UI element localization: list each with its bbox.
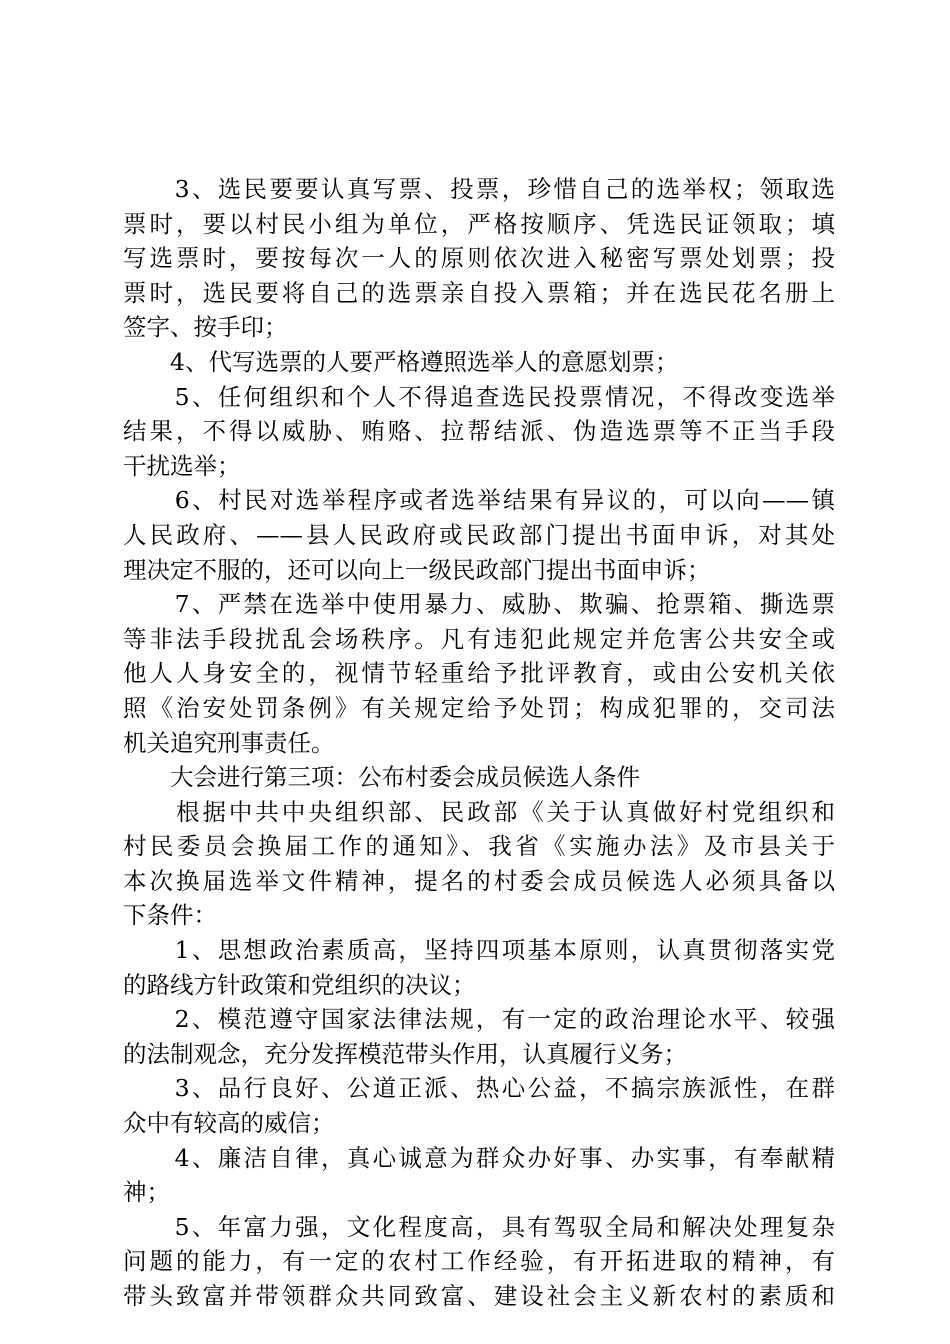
text-line: 人民政府、——县人民政府或民政部门提出书面申诉，对其处 xyxy=(123,520,835,549)
text-line: 带头致富并带领群众共同致富、建设社会主义新农村的素质和 xyxy=(123,1282,835,1310)
text-line: 5、年富力强，文化程度高，具有驾驭全局和解决处理复杂 xyxy=(123,1212,835,1241)
text-line: 4、代写选票的人要严格遵照选举人的意愿划票； xyxy=(123,347,679,376)
text-line: 6、村民对选举程序或者选举结果有异议的，可以向——镇 xyxy=(123,486,835,515)
text-line: 的路线方针政策和党组织的决议； xyxy=(123,970,476,999)
text-line: 理决定不服的，还可以向上一级民政部门提出书面申诉； xyxy=(123,555,711,584)
text-line: 2、模范遵守国家法律法规，有一定的政治理论水平、较强 xyxy=(123,1005,835,1034)
text-line: 问题的能力，有一定的农村工作经验，有开拓进取的精神，有 xyxy=(123,1247,835,1276)
text-line: 票时，要以村民小组为单位，严格按顺序、凭选民证领取；填 xyxy=(123,209,835,238)
text-line: 3、品行良好、公道正派、热心公益，不搞宗族派性，在群 xyxy=(123,1074,835,1103)
text-line: 3、选民要要认真写票、投票，珍惜自己的选举权；领取选 xyxy=(123,175,835,203)
text-line: 机关追究刑事责任。 xyxy=(123,728,335,757)
text-line: 本次换届选举文件精神，提名的村委会成员候选人必须具备以 xyxy=(123,866,835,895)
text-line: 写选票时，要按每次一人的原则依次进入秘密写票处划票；投 xyxy=(123,244,835,273)
text-line: 1、思想政治素质高，坚持四项基本原则，认真贯彻落实党 xyxy=(123,936,835,965)
text-line: 7、严禁在选举中使用暴力、威胁、欺骗、抢票箱、撕选票 xyxy=(123,590,835,619)
text-line: 5、任何组织和个人不得追查选民投票情况，不得改变选举 xyxy=(123,382,835,411)
text-line: 他人人身安全的，视情节轻重给予批评教育，或由公安机关依 xyxy=(123,659,835,688)
text-line: 的法制观念，充分发挥模范带头作用，认真履行义务； xyxy=(123,1039,687,1068)
text-line: 结果，不得以威胁、贿赂、拉帮结派、伪造选票等不正当手段 xyxy=(123,417,835,446)
text-line: 下条件： xyxy=(123,901,217,930)
text-line: 村民委员会换届工作的通知》、我省《实施办法》及市县关于 xyxy=(123,832,835,861)
text-line: 干扰选举； xyxy=(123,451,241,480)
text-line: 照《治安处罚条例》有关规定给予处罚；构成犯罪的，交司法 xyxy=(123,693,835,722)
text-line: 神； xyxy=(123,1178,170,1207)
text-line: 等非法手段扰乱会场秩序。凡有违犯此规定并危害公共安全或 xyxy=(123,624,835,653)
text-line: 众中有较高的威信； xyxy=(123,1109,335,1138)
text-line: 签字、按手印； xyxy=(123,313,288,342)
text-line: 根据中共中央组织部、民政部《关于认真做好村党组织和 xyxy=(123,797,835,826)
document-page xyxy=(123,172,835,1314)
text-line: 票时，选民要将自己的选票亲自投入票箱；并在选民花名册上 xyxy=(123,278,835,307)
text-line: 大会进行第三项：公布村委会成员候选人条件 xyxy=(123,763,640,792)
text-line: 4、廉洁自律，真心诚意为群众办好事、办实事，有奉献精 xyxy=(123,1143,835,1172)
